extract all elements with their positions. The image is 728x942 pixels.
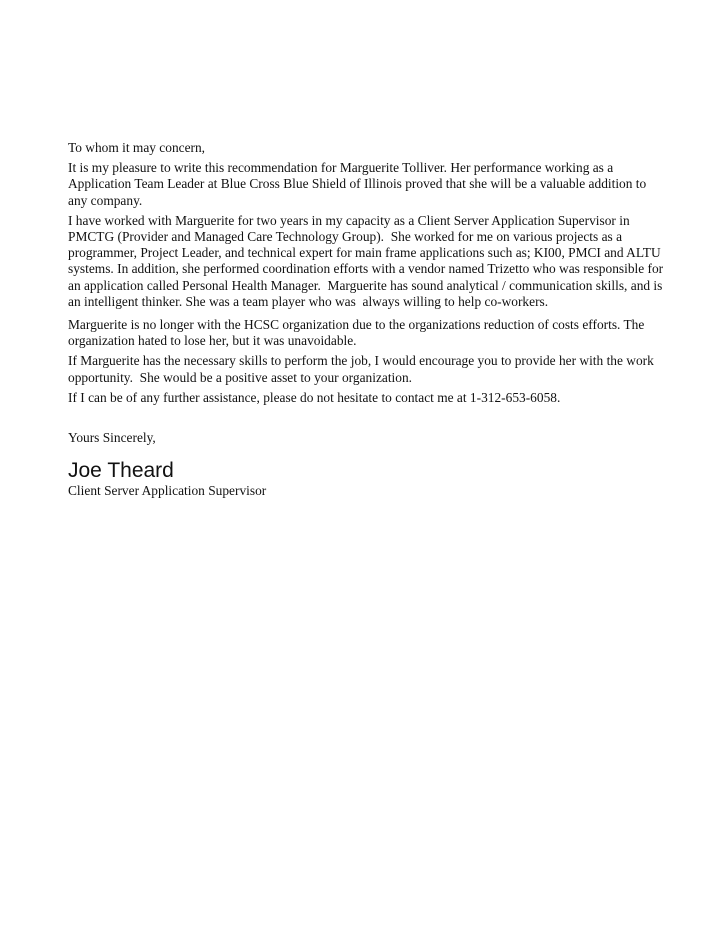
paragraph-encouragement: If Marguerite has the necessary skills to perform the job, I would encourage you to provide her with the work opportunity. She would be a positive asset to your organization. xyxy=(68,353,658,385)
paragraph-experience: I have worked with Marguerite for two years in my capacity as a Client Server Application Supervisor in PMCTG (Provider and Managed Care Technology Group). She worked for me on various projects as a programmer, Project Leader, and technical expert for main frame applications such as; KI00, PMCI and ALTU systems. In addition, she performed coordination efforts with a vendor named Trizetto who was responsible for an application called Personal Health Manager. Marguerite has sound analytical / communication skills, and is an intelligent thinker. She was a team player who was always willing to help co-workers. xyxy=(68,212,667,309)
paragraph-contact: If I can be of any further assistance, please do not hesitate to contact me at 1-312-653-6058. xyxy=(68,389,561,405)
paragraph-intro: It is my pleasure to write this recommendation for Marguerite Tolliver. Her performance working as a Application Team Leader at Blue Cross Blue Shield of Illinois proved that she will be a valuable addition to any company. xyxy=(68,160,650,208)
recommendation-letter xyxy=(68,140,668,499)
signature-name: Joe Theard xyxy=(68,459,174,483)
paragraph-departure: Marguerite is no longer with the HCSC organization due to the organizations reduction of costs efforts. The organization hated to lose her, but it was unavoidable. xyxy=(68,317,648,349)
closing: Yours Sincerely, xyxy=(68,430,156,446)
signature-title: Client Server Application Supervisor xyxy=(68,483,267,499)
salutation: To whom it may concern, xyxy=(68,140,206,155)
